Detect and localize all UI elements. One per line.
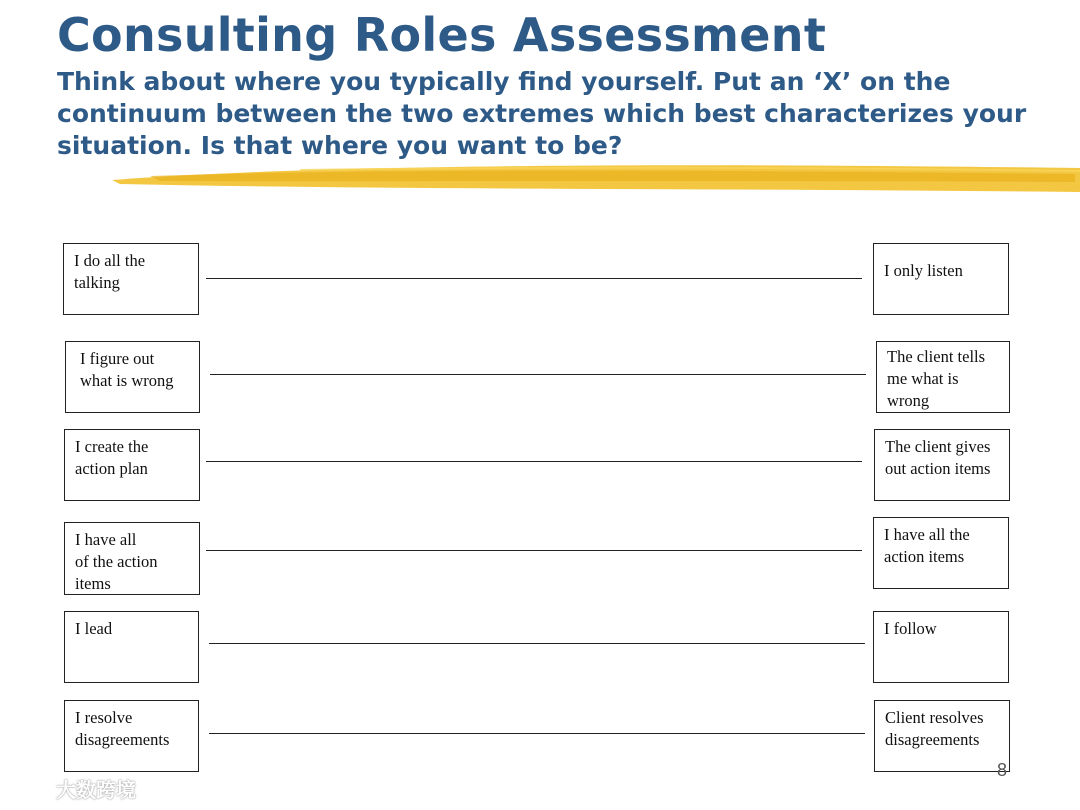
left-extreme-box-2: I figure out what is wrong [65, 341, 200, 413]
right-extreme-box-6: Client resolves disagreements [874, 700, 1010, 772]
left-extreme-box-1: I do all the talking [63, 243, 199, 315]
right-extreme-box-5: I follow [873, 611, 1009, 683]
left-extreme-box-3: I create the action plan [64, 429, 200, 501]
left-extreme-box-6: I resolve disagreements [64, 700, 199, 772]
right-extreme-box-3: The client gives out action items [874, 429, 1010, 501]
slide-title: Consulting Roles Assessment [57, 8, 827, 62]
highlighter-stroke [0, 0, 1080, 200]
continuum-line-1[interactable] [206, 278, 862, 279]
continuum-line-5[interactable] [209, 643, 865, 644]
continuum-line-6[interactable] [209, 733, 865, 734]
watermark [8, 774, 136, 803]
continuum-line-3[interactable] [206, 461, 862, 462]
watermark-text: 大数跨境 [56, 778, 136, 802]
continuum-line-4[interactable] [206, 550, 862, 551]
right-extreme-box-2: The client tells me what is wrong [876, 341, 1010, 413]
left-extreme-box-4: I have all of the action items [64, 522, 200, 595]
left-extreme-box-5: I lead [64, 611, 199, 683]
continuum-line-2[interactable] [210, 374, 866, 375]
right-extreme-box-4: I have all the action items [873, 517, 1009, 589]
watermark-logo-icon [8, 776, 52, 802]
right-extreme-box-1: I only listen [873, 243, 1009, 315]
page-number: 8 [997, 760, 1008, 780]
slide-instructions: Think about where you typically find yourself. Put an ‘X’ on the continuum between the two extremes which best characterizes your situation. Is that where you want to be? [57, 67, 1027, 160]
